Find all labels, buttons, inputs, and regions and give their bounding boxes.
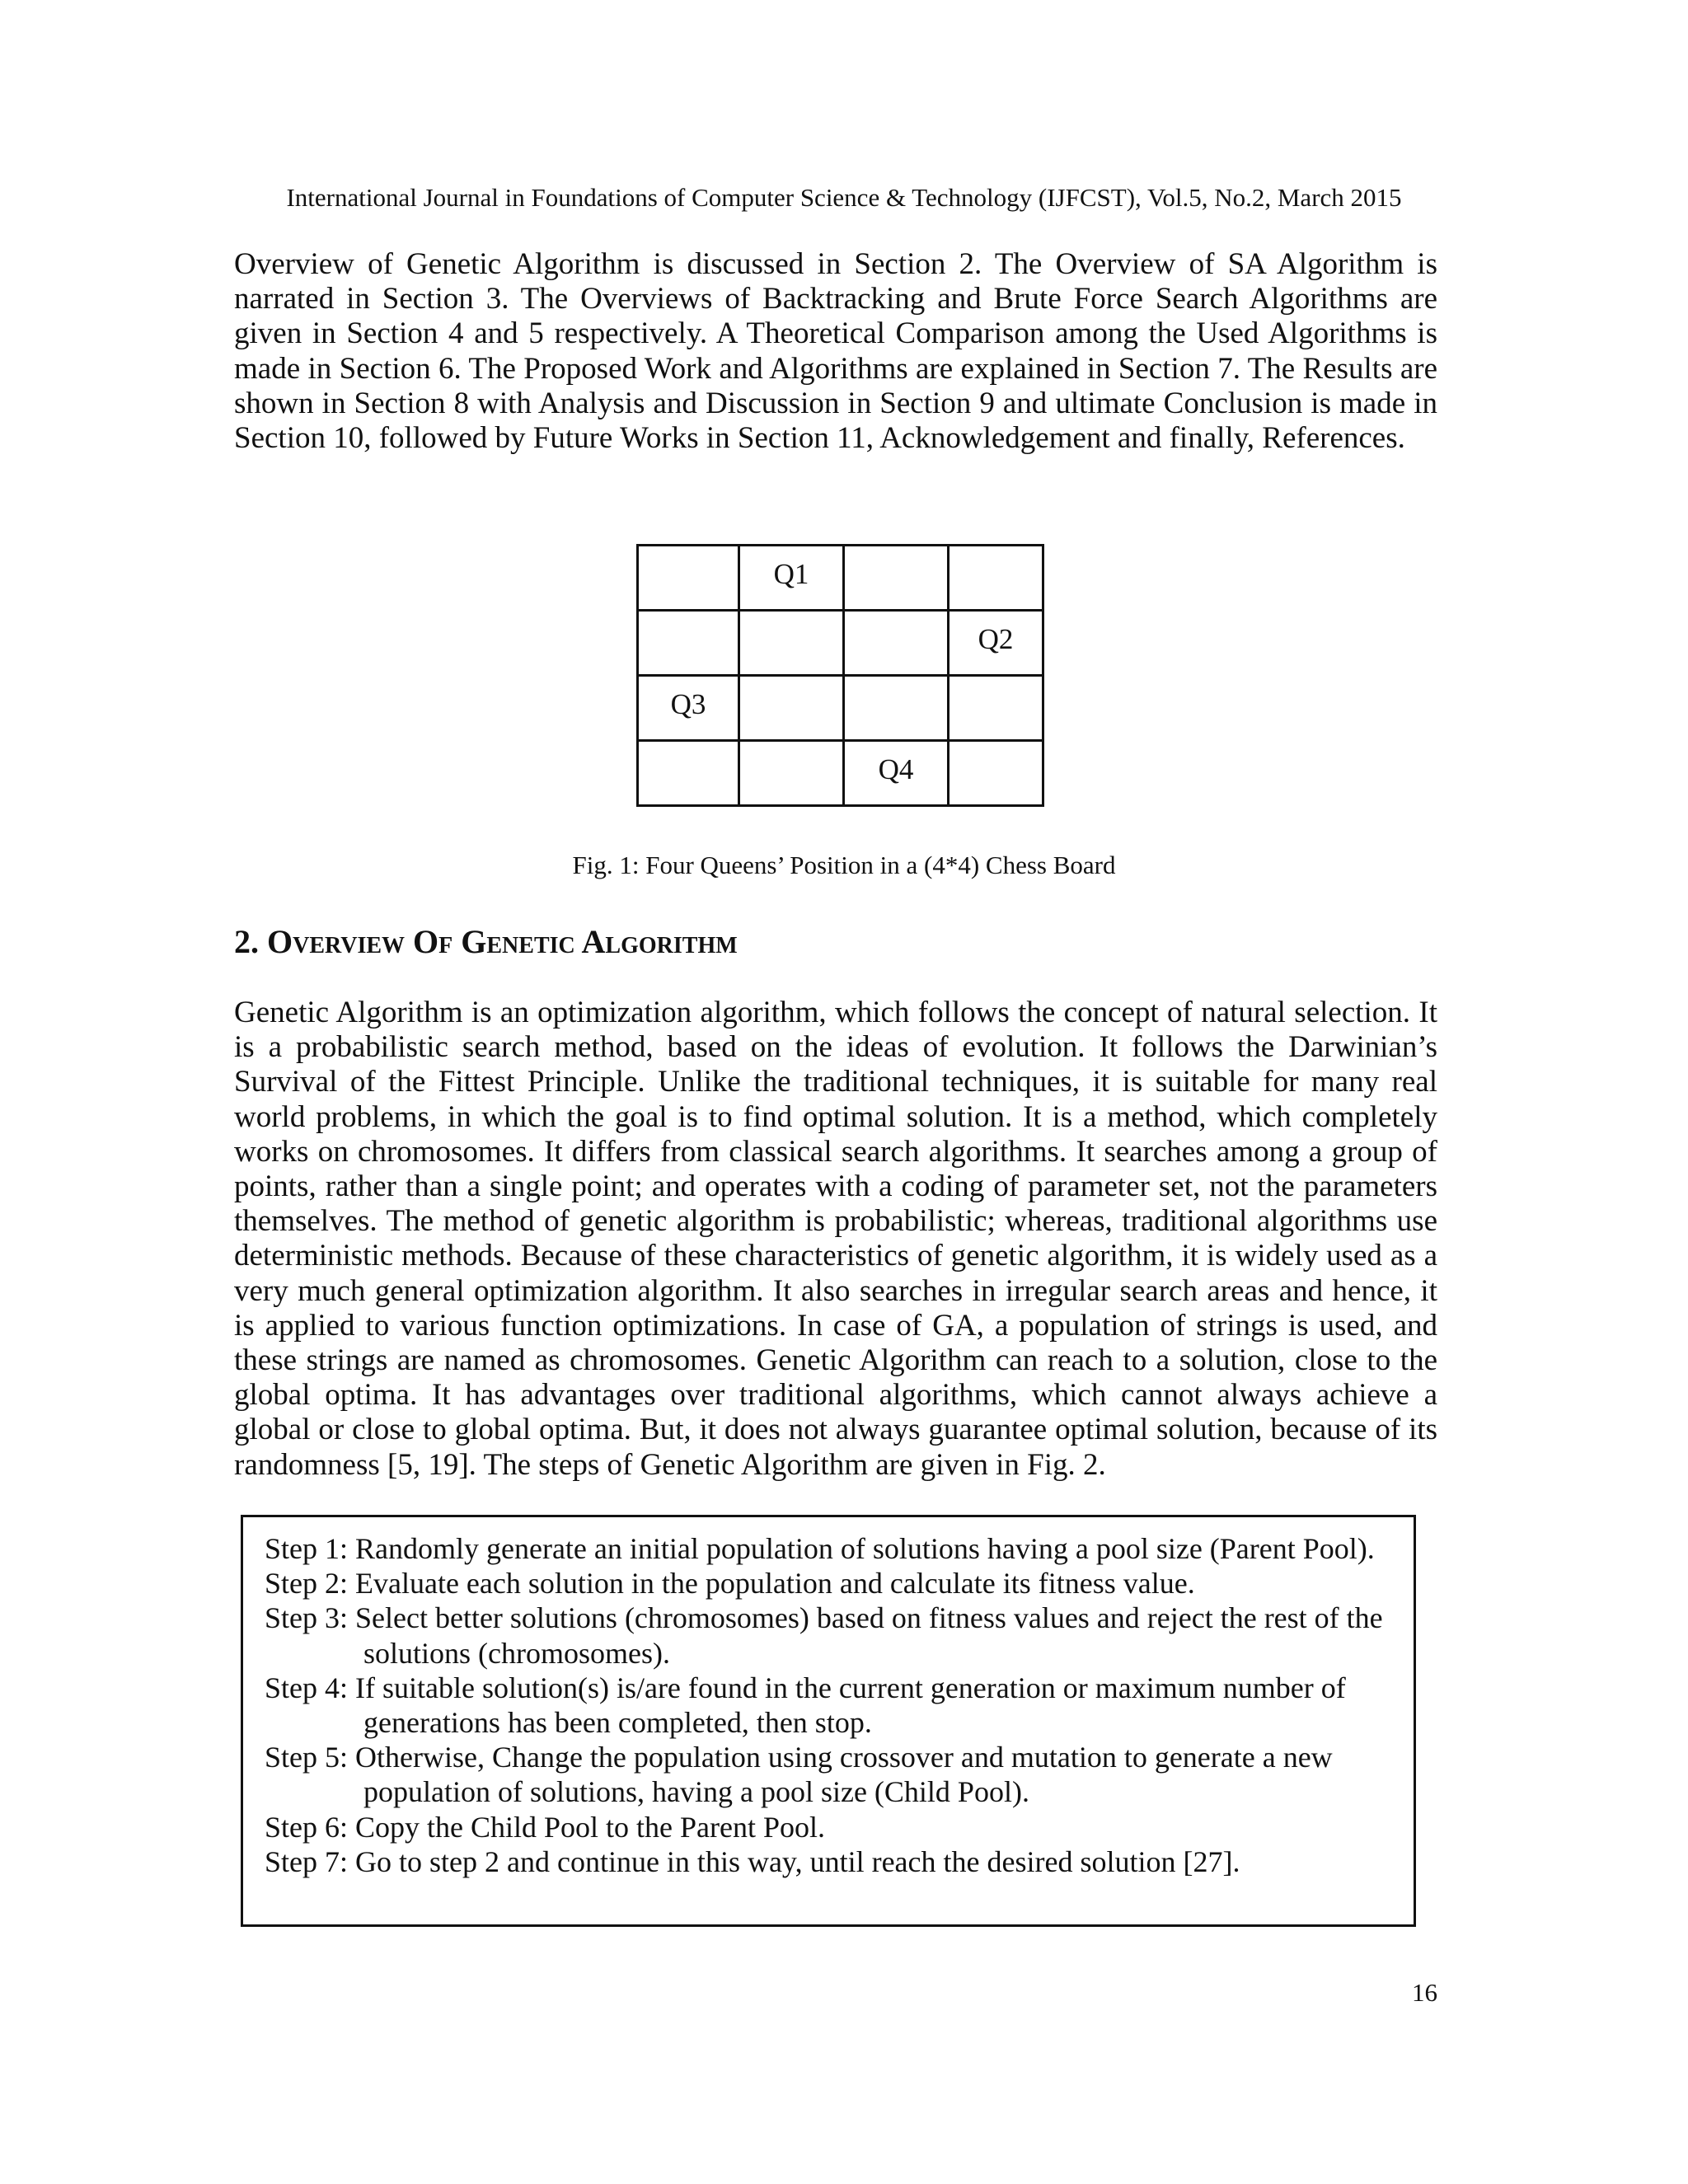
board-row xyxy=(638,546,1043,611)
ga-steps-box xyxy=(241,1515,1416,1927)
section-title-text: Overview Of Genetic Algorithm xyxy=(267,923,738,960)
board-row xyxy=(638,741,1043,806)
running-header: International Journal in Foundations of Computer Science & Technology (IJFCST), Vol.5, No.2, March 2015 xyxy=(286,183,1402,212)
board-cell xyxy=(739,676,844,741)
board-cell: Q4 xyxy=(844,741,949,806)
board-cell xyxy=(638,741,739,806)
intro-paragraph: Overview of Genetic Algorithm is discussed in Section 2. The Overview of SA Algorithm is narrated in Section 3. The Overviews of Backtracking and Brute Force Search Algorithms are given in Section 4 and 5 respectively. A Theoretical Comparison among the Used Algorithms is made in Section 6. The Proposed Work and Algorithms are explained in Section 7. The Results are shown in Section 8 with Analysis and Discussion in Section 9 and ultimate Conclusion is made in Section 10, followed by Future Works in Section 11, Acknowledgement and finally, References. xyxy=(234,247,1437,456)
board-cell: Q1 xyxy=(739,546,844,611)
step-item: Step 2: Evaluate each solution in the population and calculate its fitness value. xyxy=(265,1567,1195,1601)
step-item: Step 7: Go to step 2 and continue in this way, until reach the desired solution [27]. xyxy=(265,1844,1240,1878)
step-item: Step 5: Otherwise, Change the population using crossover and mutation to generate a new population of solutions, having a pool size (Child Pool). xyxy=(265,1741,1333,1809)
board-cell xyxy=(739,741,844,806)
board-cell xyxy=(949,546,1043,611)
step-item: Step 6: Copy the Child Pool to the Parent Pool. xyxy=(265,1810,826,1844)
board-cell xyxy=(844,546,949,611)
chess-board-figure xyxy=(636,544,1044,807)
step-item: Step 1: Randomly generate an initial population of solutions having a pool size (Parent Pool). xyxy=(265,1532,1375,1565)
step-item: Step 3: Select better solutions (chromosomes) based on fitness values and reject the rest of the solutions (chromosomes). xyxy=(265,1601,1383,1670)
board-cell xyxy=(949,676,1043,741)
board-cell xyxy=(638,546,739,611)
step-item: Step 4: If suitable solution(s) is/are found in the current generation or maximum number of generations has been completed, then stop. xyxy=(265,1671,1346,1740)
board-cell xyxy=(844,611,949,676)
board-cell xyxy=(638,611,739,676)
board-cell: Q2 xyxy=(949,611,1043,676)
section-number: 2. xyxy=(234,923,259,960)
board-cell xyxy=(844,676,949,741)
board-row xyxy=(638,611,1043,676)
page-number: 16 xyxy=(1412,1978,1437,2007)
board-cell xyxy=(949,741,1043,806)
section-2-heading xyxy=(234,921,738,963)
board-cell xyxy=(739,611,844,676)
board-cell: Q3 xyxy=(638,676,739,741)
board-row xyxy=(638,676,1043,741)
genetic-algorithm-paragraph: Genetic Algorithm is an optimization algorithm, which follows the concept of natural selection. It is a probabilistic search method, based on the ideas of evolution. It follows the Darwinian’s Survival of the Fittest Principle. Unlike the traditional techniques, it is suitable for many real world problems, in which the goal is to find optimal solution. It is a method, which completely works on chromosomes. It differs from classical search algorithms. It searches among a group of points, rather than a single point; and operates with a coding of parameter set, not the parameters themselves. The method of genetic algorithm is probabilistic; whereas, traditional algorithms use deterministic methods. Because of these characteristics of genetic algorithm, it is widely used as a very much general optimization algorithm. It also searches in irregular search areas and hence, it is applied to various function optimizations. In case of GA, a population of strings is used, and these strings are named as chromosomes. Genetic Algorithm can reach to a solution, close to the global optima. It has advantages over traditional algorithms, which cannot always achieve a global or close to global optima. But, it does not always guarantee optimal solution, because of its randomness [5, 19]. The steps of Genetic Algorithm are given in Fig. 2. xyxy=(234,996,1437,1482)
figure-1-caption: Fig. 1: Four Queens’ Position in a (4*4) Chess Board xyxy=(572,851,1116,879)
